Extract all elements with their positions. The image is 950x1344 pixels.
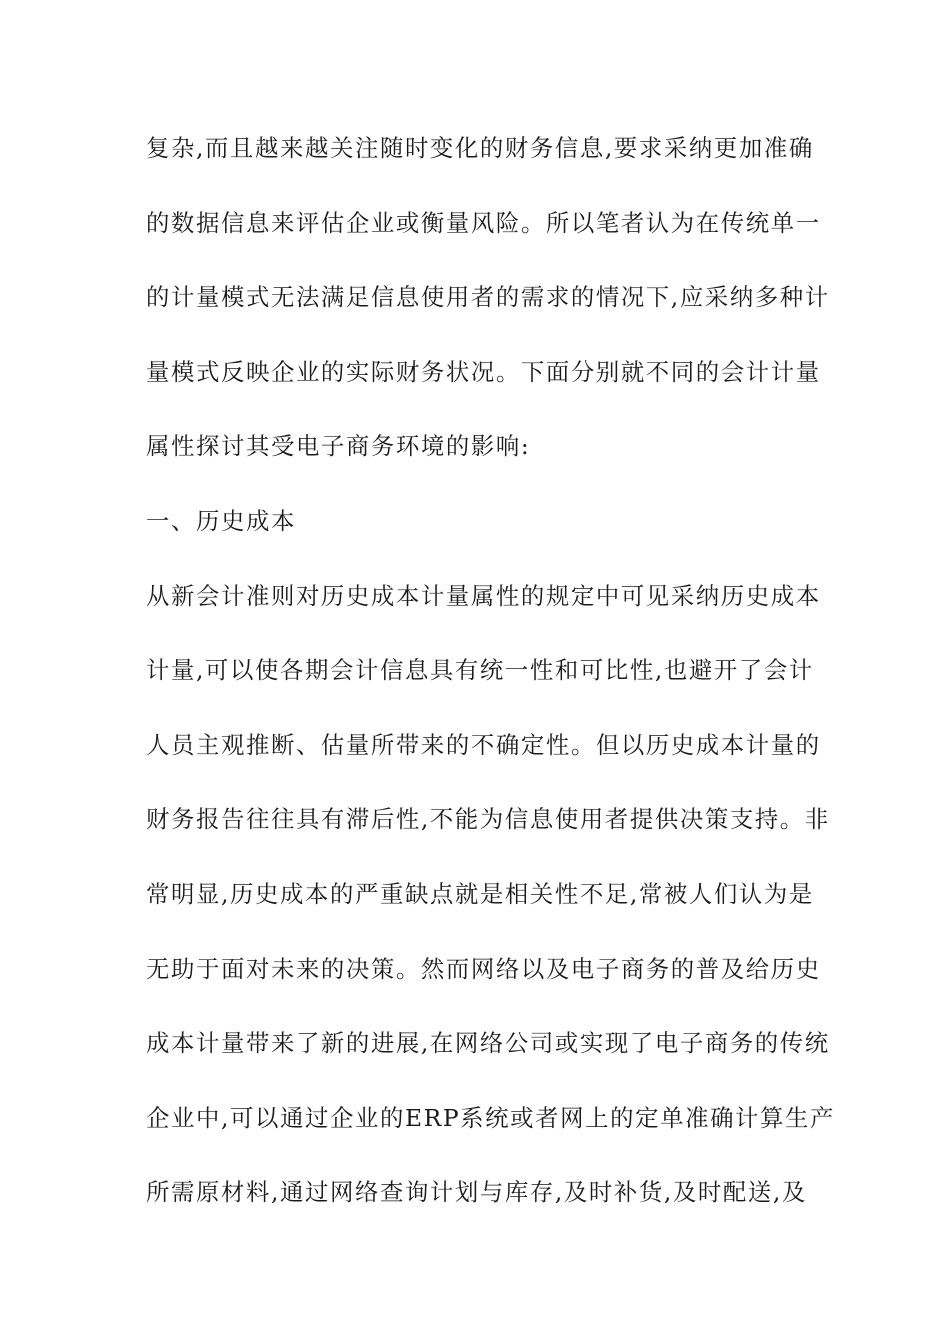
text-line: 的计量模式无法满足信息使用者的需求的情况下,应采纳多种计 (146, 283, 830, 312)
text-line: 所需原材料,通过网络查询计划与库存,及时补货,及时配送,及 (146, 1178, 807, 1207)
text-line: 成本计量带来了新的进展,在网络公司或实现了电子商务的传统 (146, 1029, 830, 1058)
section-heading: 一、历史成本 (146, 506, 296, 535)
text-line: 复杂,而且越来越关注随时变化的财务信息,要求采纳更加准确 (146, 134, 814, 162)
body-text (146, 128, 836, 1247)
text-line: 财务报告往往具有滞后性,不能为信息使用者提供决策支持。非 (146, 805, 830, 834)
text-line: 量模式反映企业的实际财务状况。下面分别就不同的会计计量 (146, 357, 821, 386)
text-line: 的数据信息来评估企业或衡量风险。所以笔者认为在传统单一 (146, 208, 821, 237)
text-line: 常明显,历史成本的严重缺点就是相关性不足,常被人们认为是 (146, 879, 814, 908)
text-line: 计量,可以使各期会计信息具有统一性和可比性,也避开了会计 (146, 656, 814, 685)
text-line: 从新会计准则对历史成本计量属性的规定中可见采纳历史成本 (146, 581, 821, 610)
text-line: 人员主观推断、估量所带来的不确定性。但以历史成本计量的 (146, 730, 821, 759)
text-line: 无助于面对未来的决策。然而网络以及电子商务的普及给历史 (146, 954, 821, 983)
text-line: 企业中,可以通过企业的ERP系统或者网上的定单准确计算生产 (146, 1103, 836, 1132)
text-line: 属性探讨其受电子商务环境的影响: (146, 432, 531, 461)
